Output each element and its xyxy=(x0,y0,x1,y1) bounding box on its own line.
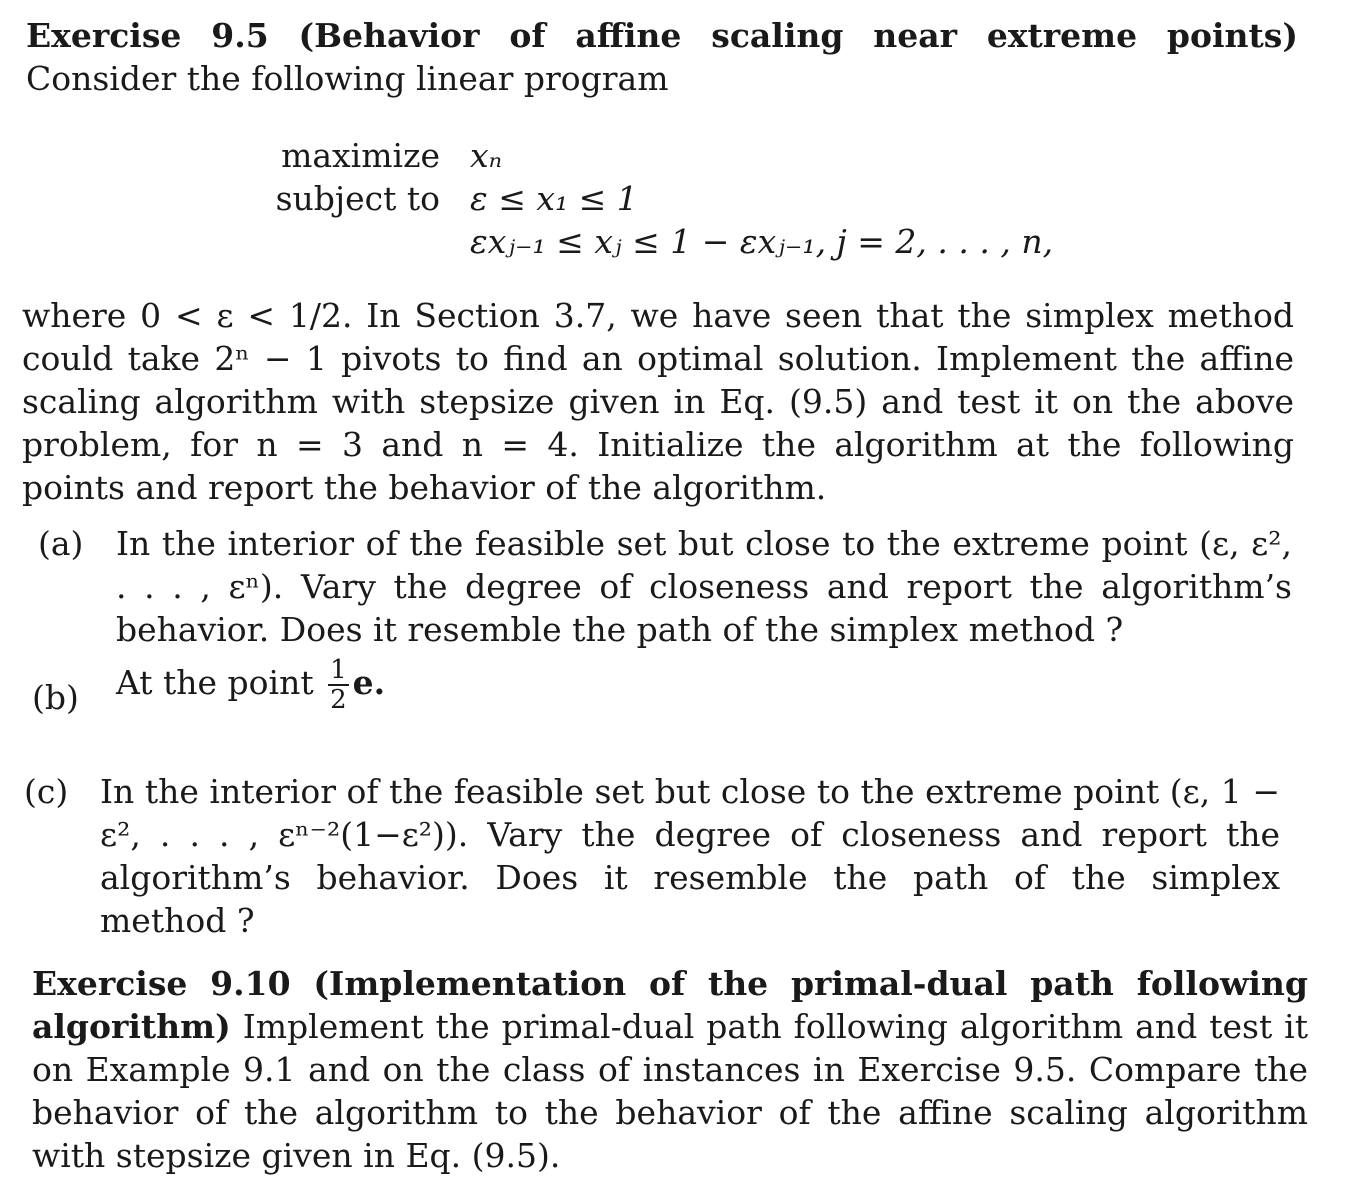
item-a xyxy=(38,522,1292,651)
exercise-9-5-intro-text: Consider the following linear program xyxy=(26,59,669,98)
lp-constraint-2: εxⱼ₋₁ ≤ xⱼ ≤ 1 − εxⱼ₋₁, j = 2, . . . , n, xyxy=(470,222,1054,261)
item-b-text xyxy=(116,656,1286,714)
exercise-9-5-intro xyxy=(26,14,1298,100)
exercise-9-5-body: where 0 < ε < 1/2. In Section 3.7, we have seen that the simplex method could take 2ⁿ − 1 pivots to find an optimal solution. Implement the affine scaling algorithm with stepsize given in Eq. (9.5) and test it on the above problem, for n = 3 and n = 4. Initialize the algorithm at the following points and report the behavior of the algorithm. xyxy=(22,296,1294,507)
lp-constraint-1: ε ≤ x₁ ≤ 1 xyxy=(470,179,638,218)
item-b-label: (b) xyxy=(32,678,79,717)
linear-program xyxy=(250,134,1053,263)
lp-maximize-label: maximize xyxy=(281,136,440,175)
item-c xyxy=(24,770,1280,942)
lp-objective-row xyxy=(250,134,1053,177)
exercise-9-5-heading: Exercise 9.5 (Behavior of affine scaling near extreme points) xyxy=(26,16,1298,55)
item-a-text: In the interior of the feasible set but close to the extreme point (ε, ε², . . . , εⁿ). Vary the degree of closeness and report the algorithm’s behavior. Does it resemble the path of the simplex method ? xyxy=(116,524,1292,649)
fraction-numerator: 1 xyxy=(330,655,347,685)
item-b-text-before: At the point xyxy=(116,663,314,702)
exercise-9-10-text: Implement the primal-dual path following algorithm and test it on Example 9.1 and on the class of instances in Exercise 9.5. Compare the behavior of the algorithm to the behavior of the affine scaling algorithm with stepsize given in Eq. (9.5). xyxy=(32,1007,1309,1175)
lp-constraint-row-1 xyxy=(250,177,1053,220)
item-c-text: In the interior of the feasible set but close to the extreme point (ε, 1 − ε², . . . , εⁿ⁻²(1−ε²)). Vary the degree of closeness and report the algorithm’s behavior. Does it resemble the path of the simplex method ? xyxy=(100,772,1280,940)
item-a-label: (a) xyxy=(38,524,84,563)
lp-empty-label xyxy=(250,220,440,263)
one-half-fraction xyxy=(328,656,349,714)
fraction-denominator: 2 xyxy=(330,685,347,715)
lp-objective: xₙ xyxy=(470,136,502,175)
lp-subject-to-label: subject to xyxy=(275,179,440,218)
item-c-label: (c) xyxy=(24,772,69,811)
exercise-9-10-heading: Exercise 9.10 (Implementation of the primal-dual path following algorithm) xyxy=(32,964,1308,1046)
item-b-text-after: e. xyxy=(352,663,386,702)
exercise-9-10 xyxy=(32,962,1308,1177)
item-b xyxy=(32,656,1286,736)
lp-constraint-row-2 xyxy=(250,220,1053,263)
